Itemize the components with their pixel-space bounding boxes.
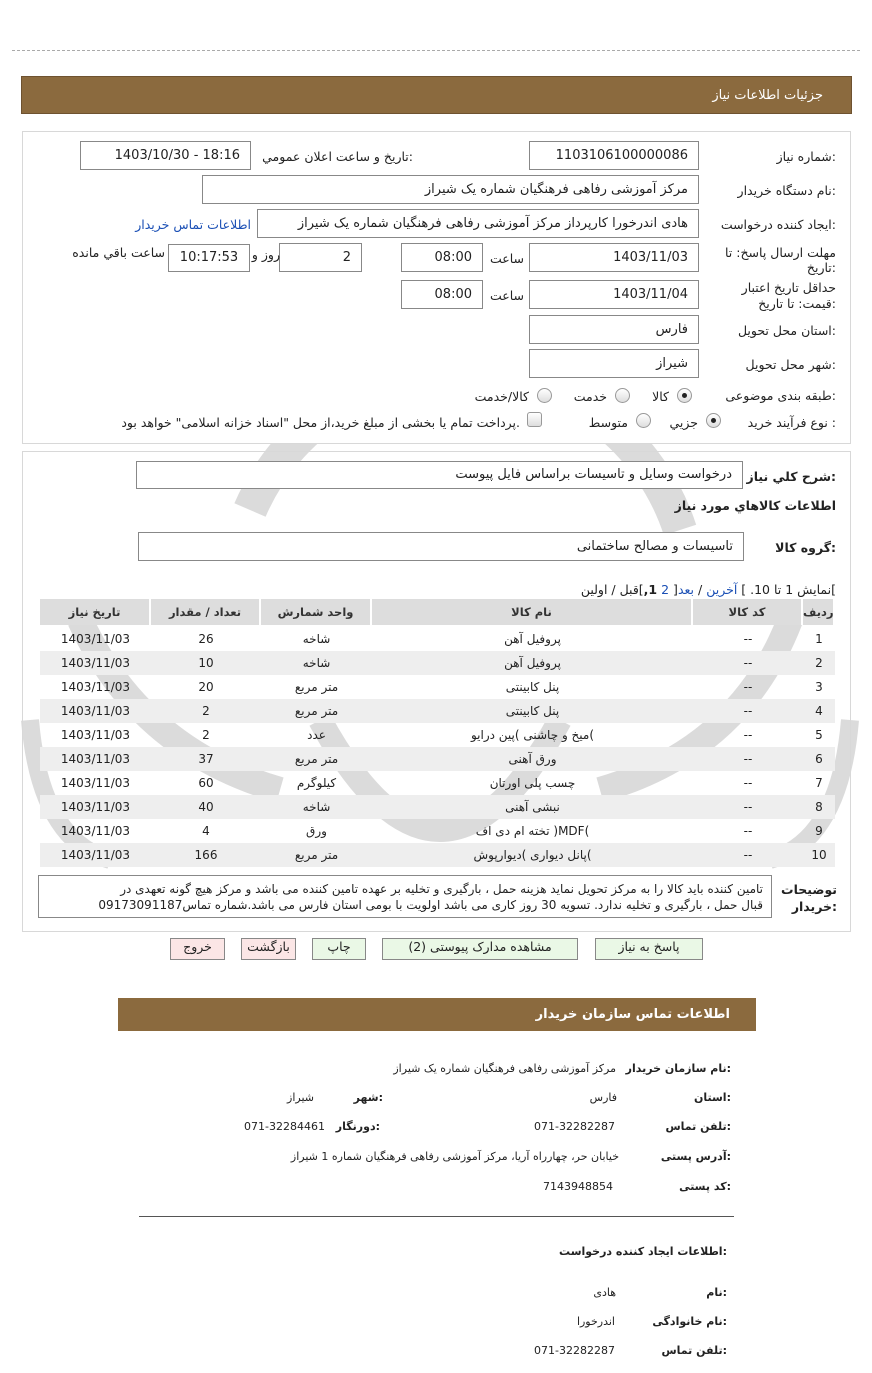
cell-unit: متر مربع: [294, 704, 339, 718]
cell-item-name: پنل کابینتی: [505, 680, 560, 694]
items-table: [40, 599, 835, 867]
validity-time-label: ساعت: [489, 288, 524, 303]
category-radio-service[interactable]: [615, 388, 630, 403]
requester-label: ايجاد کننده درخواست:: [720, 217, 836, 232]
cell-row-number: 2: [815, 656, 823, 670]
cell-quantity: 10: [198, 656, 214, 670]
table-row: [40, 819, 835, 843]
cell-need-date: 1403/11/03: [60, 632, 131, 646]
cell-need-date: 1403/11/03: [60, 848, 131, 862]
cell-unit: متر مربع: [294, 680, 339, 694]
top-divider: [12, 50, 860, 51]
pagination-current-page: 1,: [643, 582, 658, 597]
announce-date-field: 1403/10/30 - 18:16: [80, 141, 251, 170]
city-label: شهر محل تحويل:: [745, 357, 836, 372]
cell-need-date: 1403/11/03: [60, 824, 131, 838]
cell-row-number: 10: [811, 848, 827, 862]
deadline-time-label: ساعت: [489, 251, 524, 266]
treasury-payment-checkbox[interactable]: [527, 412, 542, 427]
cell-item-code: --: [743, 704, 753, 718]
table-row: [40, 675, 835, 699]
creator-info-title: اطلاعات ایجاد کننده درخواست:: [559, 1245, 727, 1258]
cell-item-code: --: [743, 728, 753, 742]
cell-item-name: پنل کابینتی: [505, 704, 560, 718]
pagination-open-bracket: [: [673, 582, 678, 597]
need-number-field: 1103106100000086: [529, 141, 699, 170]
cell-row-number: 6: [815, 752, 823, 766]
cell-item-code: --: [743, 680, 753, 694]
creator-phone-label: تلفن تماس:: [661, 1344, 727, 1357]
cell-item-code: --: [743, 752, 753, 766]
process-radio-medium[interactable]: [636, 413, 651, 428]
col-header-unit: واحد شمارش: [261, 599, 372, 625]
table-row: [40, 795, 835, 819]
cell-unit: عدد: [307, 728, 326, 742]
page-title: جزئیات اطلاعات نیاز: [712, 88, 823, 103]
contact-city-value: شیراز: [287, 1091, 314, 1104]
pagination-showing: نمایش 1 تا 10. ]: [741, 582, 832, 597]
contact-phone-value: 071-32282287: [534, 1120, 615, 1133]
buyer-notes-label-line2: خريدار:: [791, 899, 837, 914]
cell-quantity: 20: [198, 680, 214, 694]
cell-quantity: 2: [202, 728, 210, 742]
table-row: [40, 627, 835, 651]
pagination-last-link[interactable]: آخرین: [706, 582, 738, 597]
cell-item-name: پروفیل آهن: [504, 656, 561, 670]
pagination: [581, 582, 836, 597]
validity-label-line2: قيمت: تا تاريخ:: [758, 296, 836, 311]
contact-org-value: مرکز آموزشی رفاهی فرهنگیان شماره یک شیراز: [393, 1062, 616, 1075]
buyer-contact-header: [118, 998, 756, 1031]
validity-label-line1: حداقل تاريخ اعتبار: [741, 280, 836, 295]
cell-quantity: 60: [198, 776, 214, 790]
pagination-rest: ]قبل / اولین[: [580, 582, 836, 597]
cell-row-number: 3: [815, 680, 823, 694]
contact-city-label: شهر:: [353, 1091, 383, 1104]
contact-postal-label: کد پستی:: [679, 1180, 731, 1193]
cell-item-name: چسب پلی اورتان: [489, 776, 576, 790]
col-header-item-name: نام کالا: [372, 599, 693, 625]
cell-item-name: تخته ام دی اف )MDF(: [475, 824, 590, 838]
deadline-date-field: 1403/11/03: [529, 243, 699, 272]
cell-unit: متر مربع: [294, 752, 339, 766]
cell-unit: شاخه: [302, 656, 331, 670]
buyer-org-label: نام دستگاه خريدار:: [737, 183, 836, 198]
col-header-row-number: رديف: [803, 599, 835, 625]
category-radio-goods-service[interactable]: [537, 388, 552, 403]
cell-item-code: --: [743, 824, 753, 838]
cell-item-name: ورق آهنی: [508, 752, 557, 766]
remaining-label: ساعت باقي مانده: [72, 245, 165, 260]
cell-unit: ورق: [306, 824, 327, 838]
pagination-next-link[interactable]: بعد: [677, 582, 695, 597]
back-button[interactable]: بازگشت: [241, 938, 296, 960]
cell-need-date: 1403/11/03: [60, 728, 131, 742]
contact-fax-value: 071-32284461: [244, 1120, 325, 1133]
creator-name-value: هادی: [593, 1286, 616, 1299]
exit-button[interactable]: خروج: [170, 938, 225, 960]
table-row: [40, 651, 835, 675]
process-radio-minor[interactable]: [706, 413, 721, 428]
cell-quantity: 37: [198, 752, 214, 766]
buyer-notes-line2: قبال حمل ، بارگیری و تخلیه ندارد. تسویه 30 روز کاری می باشد اولویت با بومی استان فارس می باشد.شماره تماس09173091187: [98, 898, 763, 912]
buyer-contact-link[interactable]: اطلاعات تماس خريدار: [135, 217, 251, 232]
payment-note: پرداخت تمام يا بخشی از مبلغ خريد،از محل "اسناد خزانه اسلامی" خواهد بود.: [121, 415, 520, 430]
summary-desc-label: شرح کلي نياز:: [746, 469, 836, 484]
pagination-separator: /: [698, 582, 703, 597]
validity-date-field: 1403/11/04: [529, 280, 699, 309]
province-field: فارس: [529, 315, 699, 344]
buyer-org-field: مرکز آموزشی رفاهی فرهنگیان شماره یک شیراز: [202, 175, 699, 204]
table-row: [40, 699, 835, 723]
city-field: شيراز: [529, 349, 699, 378]
cell-quantity: 4: [202, 824, 210, 838]
cell-quantity: 26: [198, 632, 214, 646]
contact-province-value: فارس: [589, 1091, 617, 1104]
category-label: طبقه بندی موضوعی:: [725, 388, 836, 403]
col-header-item-code: کد کالا: [693, 599, 803, 625]
buyer-notes-line1: تامین کننده باید کالا را به مرکز تحویل نماید هزینه حمل ، بارگیری و تخلیه بر عهده تامین کننده می باشد و مرکز هیچ گونه تعهدی در: [120, 882, 763, 896]
deadline-time-field: 08:00: [401, 243, 483, 272]
need-number-label: شماره نیاز:: [776, 149, 836, 164]
cell-item-code: --: [743, 800, 753, 814]
cell-row-number: 8: [815, 800, 823, 814]
reply-button[interactable]: پاسخ به نیاز: [595, 938, 703, 960]
category-radio-goods[interactable]: [677, 388, 692, 403]
contact-address-label: آدرس پستی:: [660, 1150, 731, 1163]
cell-unit: شاخه: [302, 632, 331, 646]
table-row: [40, 843, 835, 867]
category-option-goods: کالا: [652, 389, 669, 404]
buyer-notes-box: [38, 875, 772, 918]
cell-quantity: 40: [198, 800, 214, 814]
deadline-label-line1: مهلت ارسال پاسخ: تا: [725, 245, 836, 260]
cell-need-date: 1403/11/03: [60, 704, 131, 718]
cell-item-name: میخ و چاشنی )پین درایو(: [470, 728, 595, 742]
col-header-need-date: تاريخ نياز: [40, 599, 151, 625]
days-label: روز و: [251, 247, 280, 262]
table-row: [40, 771, 835, 795]
cell-item-name: پانل دیواری )دیوارپوش(: [473, 848, 592, 862]
cell-need-date: 1403/11/03: [60, 800, 131, 814]
print-button[interactable]: چاپ: [312, 938, 366, 960]
attachments-button[interactable]: مشاهده مدارک پیوستی (2): [382, 938, 578, 960]
cell-row-number: 1: [815, 632, 823, 646]
table-header-row: [40, 599, 835, 625]
province-label: استان محل تحويل:: [737, 323, 836, 338]
creator-phone-value: 071-32282287: [534, 1344, 615, 1357]
deadline-label-line2: تاريخ:: [806, 260, 836, 275]
process-option-minor: جزيي: [669, 415, 698, 430]
cell-row-number: 9: [815, 824, 823, 838]
goods-group-field: تاسیسات و مصالح ساختمانی: [138, 532, 744, 561]
validity-time-field: 08:00: [401, 280, 483, 309]
cell-item-code: --: [743, 632, 753, 646]
cell-need-date: 1403/11/03: [60, 776, 131, 790]
summary-desc-field: درخواست وسایل و تاسیسات براساس فایل پیوست: [136, 461, 743, 489]
remaining-time-field: 10:17:53: [168, 244, 250, 272]
cell-item-name: نبشی آهنی: [505, 800, 560, 814]
cell-item-name: پروفیل آهن: [504, 632, 561, 646]
cell-unit: کیلوگرم: [296, 776, 337, 790]
pagination-page-2[interactable]: 2: [661, 582, 670, 597]
process-label: نوع فرآيند خريد :: [747, 415, 836, 430]
table-row: [40, 747, 835, 771]
creator-name-label: نام:: [706, 1286, 727, 1299]
page-header: [21, 76, 852, 114]
table-row: [40, 723, 835, 747]
cell-row-number: 4: [815, 704, 823, 718]
contact-org-label: نام سازمان خریدار:: [625, 1062, 731, 1075]
goods-info-title: اطلاعات کالاهاي مورد نياز: [674, 498, 836, 513]
creator-family-value: اندرخورا: [576, 1315, 615, 1328]
cell-row-number: 5: [815, 728, 823, 742]
cell-item-code: --: [743, 656, 753, 670]
cell-item-code: --: [743, 776, 753, 790]
buyer-contact-title: اطلاعات تماس سازمان خریدار: [535, 1007, 730, 1022]
goods-group-label: گروه کالا:: [775, 540, 836, 555]
contact-address-value: خیابان حر، چهارراه آریا، مرکز آموزشی رفاهی فرهنگیان شماره 1 شیراز: [290, 1150, 619, 1163]
contact-fax-label: دورنگار:: [335, 1120, 380, 1133]
days-field: 2: [279, 243, 362, 272]
cell-quantity: 166: [194, 848, 218, 862]
process-option-medium: متوسط: [588, 415, 628, 430]
contact-divider: [139, 1216, 734, 1217]
cell-need-date: 1403/11/03: [60, 656, 131, 670]
cell-unit: متر مربع: [294, 848, 339, 862]
requester-field: هادی اندرخورا کارپرداز مرکز آموزشی رفاهی فرهنگیان شماره یک شیراز: [257, 209, 699, 238]
contact-province-label: استان:: [693, 1091, 731, 1104]
cell-item-code: --: [743, 848, 753, 862]
cell-need-date: 1403/11/03: [60, 752, 131, 766]
col-header-quantity: تعداد / مقدار: [151, 599, 261, 625]
creator-family-label: نام خانوادگی:: [652, 1315, 727, 1328]
contact-phone-label: تلفن تماس:: [665, 1120, 731, 1133]
buyer-notes-label-line1: توضيحات: [781, 882, 837, 897]
cell-quantity: 2: [202, 704, 210, 718]
announce-date-label: تاریخ و ساعت اعلان عمومي:: [262, 149, 413, 164]
category-option-service: خدمت: [573, 389, 607, 404]
cell-need-date: 1403/11/03: [60, 680, 131, 694]
category-option-goods-service: کالا/خدمت: [474, 389, 529, 404]
cell-row-number: 7: [815, 776, 823, 790]
contact-postal-value: 7143948854: [543, 1180, 613, 1193]
cell-unit: شاخه: [302, 800, 331, 814]
